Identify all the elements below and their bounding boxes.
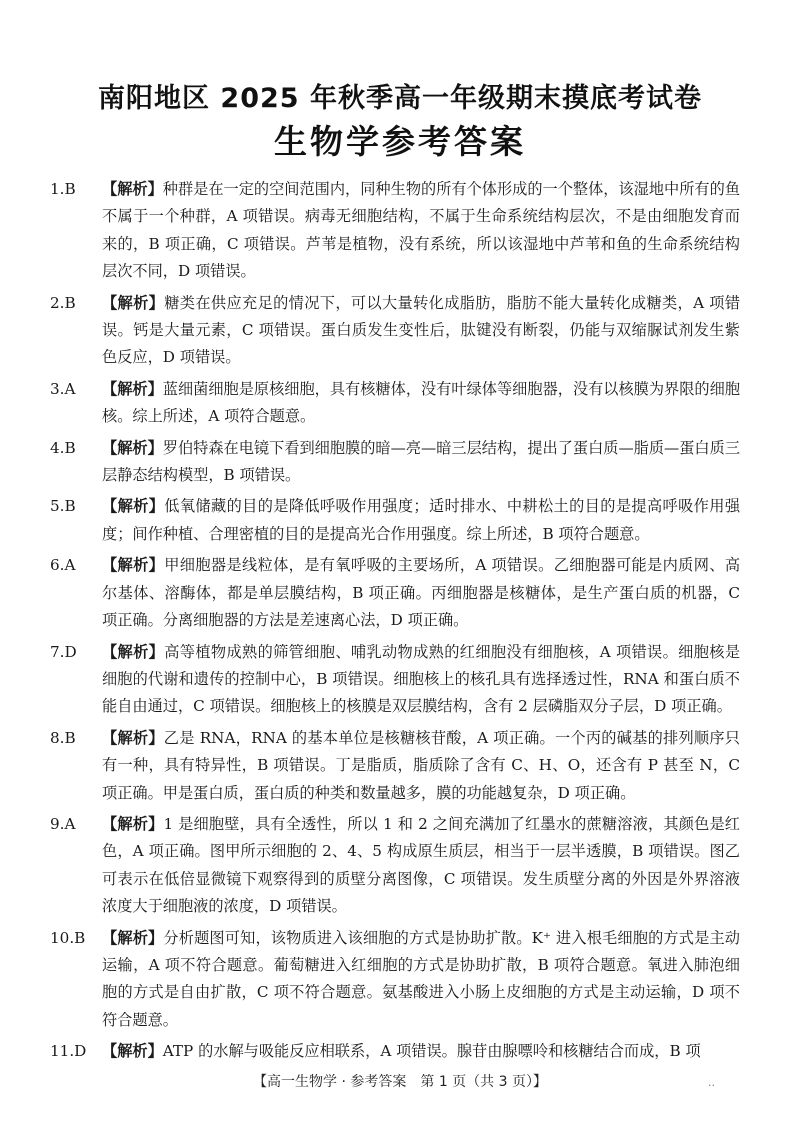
item-answer: D: [74, 1042, 87, 1061]
item-answer: A: [64, 814, 76, 833]
item-answer: B: [64, 438, 76, 457]
item-text: ATP 的水解与吸能反应相联系，A 项错误。腺苷由腺嘌呤和核糖结合而成，B 项: [162, 1042, 701, 1061]
item-text: 种群是在一定的空间范围内，同种生物的所有个体形成的一个整体，该湿地中所有的鱼不属于一个种群，A 项错误。病毒无细胞结构，不属于生命系统结构层次，不是由细胞发育而来的，B 项正确，C 项错误。芦苇是植物，没有系统，所以该湿地中芦苇和鱼的生命系统结构层次不同，D 项错误。: [102, 180, 741, 281]
item-text: 低氧储藏的目的是降低呼吸作用强度；适时排水、中耕松土的目的是提高呼吸作用强度；间作种植、合理密植的目的是提高光合作用强度。综上所述，B 项符合题意。: [102, 497, 740, 543]
item-text: 罗伯特森在电镜下看到细胞膜的暗—亮—暗三层结构，提出了蛋白质—脂质—蛋白质三层静态结构模型，B 项错误。: [102, 438, 741, 485]
answer-item-8: [50, 725, 740, 807]
answer-item-6: [50, 552, 740, 634]
answer-item-10: [50, 925, 740, 1035]
analysis-tag: 【解析】: [102, 1042, 163, 1061]
item-answer: B: [74, 928, 86, 947]
answer-item-9: [50, 811, 740, 921]
item-text: 1 是细胞壁，具有全透性，所以 1 和 2 之间充满加了红墨水的蔗糖溶液，其颜色是红色，A 项正确。图甲所示细胞的 2、4、5 构成原生质层，相当于一层半透膜，B 项错误。图乙可表示在低倍显微镜下观察得到的质壁分离图像，C 项错误。发生质壁分离的外因是外界溶液浓度大于细胞液的浓度，D 项错误。: [102, 814, 740, 916]
analysis-tag: 【解析】: [102, 497, 165, 516]
answer-item-3: [50, 376, 740, 431]
item-number: 1.: [50, 180, 65, 198]
analysis-tag: 【解析】: [102, 642, 165, 661]
item-text: 乙是 RNA，RNA 的基本单位是核糖核苷酸，A 项正确。一个丙的碱基的排列顺序只有一种，具有特异性，B 项错误。丁是脂质，脂质除了含有 C、H、O，还含有 P 甚至 N，C 项正确。甲是蛋白质，蛋白质的种类和数量越多，膜的功能越复杂，D 项正确。: [102, 728, 740, 802]
item-number: 10.: [50, 928, 75, 947]
answer-list: [50, 176, 740, 1070]
analysis-tag: 【解析】: [102, 728, 164, 747]
item-text: 高等植物成熟的筛管细胞、哺乳动物成熟的红细胞没有细胞核，A 项错误。细胞核是细胞的代谢和遗传的控制中心，B 项错误。细胞核上的核孔具有选择透过性，RNA 和蛋白质不能自由通过，C 项错误。细胞核上的核膜是双层膜结构，含有 2 层磷脂双分子层，D 项正确。: [102, 642, 741, 716]
answer-item-2: [50, 290, 740, 372]
item-number: 11.: [50, 1042, 75, 1061]
answer-item-11: [50, 1038, 740, 1065]
page-footer: 【高一生物学 · 参考答案 第 1 页（共 3 页）】: [253, 1074, 547, 1090]
analysis-tag: 【解析】: [102, 814, 164, 833]
item-answer: B: [64, 728, 76, 747]
item-text: 甲细胞器是线粒体，是有氧呼吸的主要场所，A 项错误。乙细胞器可能是内质网、高尔基体、溶酶体，都是单层膜结构，B 项正确。丙细胞器是核糖体，是生产蛋白质的机器，C 项正确。分离细胞器的方法是差速离心法，D 项正确。: [102, 556, 741, 630]
answer-item-4: [50, 435, 740, 490]
analysis-tag: 【解析】: [102, 928, 164, 947]
answer-item-7: [50, 639, 740, 721]
item-text: 糖类在供应充足的情况下，可以大量转化成脂肪，脂肪不能大量转化成糖类，A 项错误。钙是大量元素，C 项错误。蛋白质发生变性后，肽键没有断裂，仍能与双缩脲试剂发生紫色反应，D 项错误。: [102, 293, 741, 367]
item-number: 3.: [50, 379, 65, 398]
item-answer: A: [64, 379, 76, 398]
item-number: 7.: [50, 642, 65, 661]
item-number: 2.: [50, 293, 65, 312]
item-text: 分析题图可知，该物质进入该细胞的方式是协助扩散。K⁺ 进入根毛细胞的方式是主动运输，A 项不符合题意。葡萄糖进入红细胞的方式是协助扩散，B 项符合题意。氧进入肺泡细胞的方式是自由扩散，C 项不符合题意。氨基酸进入小肠上皮细胞的方式是主动运输，D 项不符合题意。: [102, 928, 740, 1029]
item-number: 4.: [50, 438, 65, 457]
item-answer: B: [64, 293, 76, 312]
analysis-tag: 【解析】: [102, 180, 163, 198]
answer-item-1: [50, 176, 740, 286]
exam-title: 南阳地区 2025 年秋季高一年级期末摸底考试卷: [98, 83, 702, 114]
analysis-tag: 【解析】: [102, 293, 165, 312]
corner-mark: ..: [708, 1076, 715, 1089]
item-number: 5.: [50, 497, 65, 516]
item-answer: B: [64, 180, 76, 198]
analysis-tag: 【解析】: [102, 379, 163, 398]
item-number: 6.: [50, 556, 65, 575]
answer-key-title: 生物学参考答案: [274, 122, 526, 161]
item-number: 8.: [50, 728, 65, 747]
item-number: 9.: [50, 814, 65, 833]
analysis-tag: 【解析】: [102, 556, 165, 575]
analysis-tag: 【解析】: [102, 438, 163, 457]
item-text: 蓝细菌细胞是原核细胞，具有核糖体，没有叶绿体等细胞器，没有以核膜为界限的细胞核。综上所述，A 项符合题意。: [102, 379, 741, 426]
item-answer: A: [64, 556, 76, 575]
item-answer: D: [64, 642, 77, 661]
answer-item-5: [50, 493, 740, 548]
item-answer: B: [64, 497, 76, 516]
